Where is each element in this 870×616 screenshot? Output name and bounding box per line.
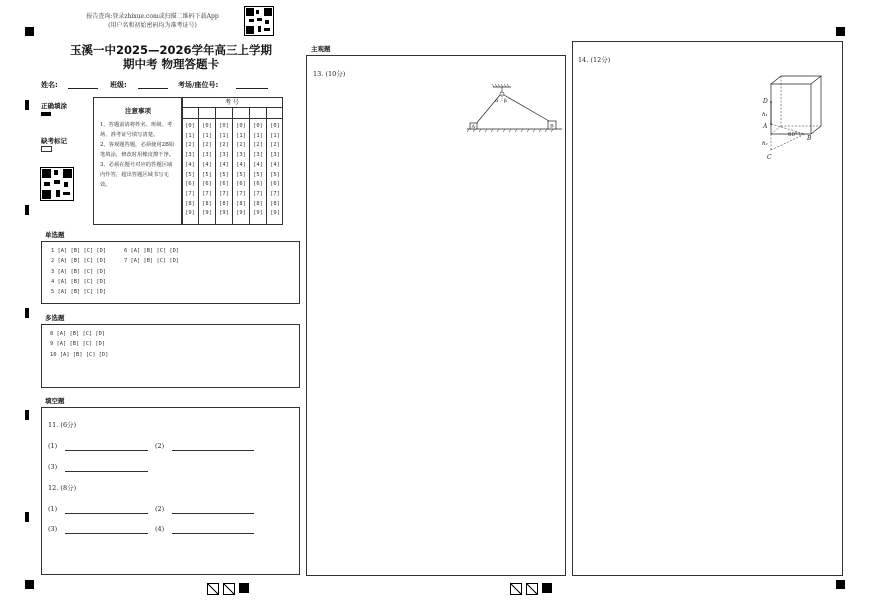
exam-id-digit[interactable]: [2] (236, 142, 246, 149)
correct-fill-sample (41, 112, 51, 116)
exam-id-digit[interactable]: [0] (270, 123, 280, 129)
exam-id-digit[interactable]: [0] (202, 123, 212, 129)
exam-id-digit[interactable]: [3] (185, 152, 195, 159)
page-mark (223, 583, 235, 595)
exam-id-digit[interactable]: [3] (202, 152, 212, 159)
report-query-line: 报告查询:登录zhixue.com或扫描二维码下载App (86, 13, 219, 20)
exam-id-digit[interactable]: [1] (270, 132, 280, 139)
beta-label: β (504, 98, 507, 104)
corner-mark-top-left (25, 27, 34, 36)
choice-row[interactable]: 10 [A] [B] [C] [D] (50, 351, 109, 358)
exam-id-digit[interactable]: [8] (253, 200, 263, 207)
report-query-subline: (用户名和初始密码均为准考证号) (108, 22, 197, 29)
timing-mark (25, 308, 29, 318)
exam-id-digit[interactable]: [5] (236, 171, 246, 178)
seat-field[interactable] (236, 88, 268, 89)
choice-row[interactable]: 3 [A] [B] [C] [D] (51, 268, 107, 275)
exam-id-digit[interactable]: [2] (253, 142, 263, 149)
fill-blank-box (41, 407, 300, 575)
name-label: 姓名: (41, 81, 58, 89)
exam-id-digit[interactable]: [0] (253, 123, 263, 129)
h2-label: h₂ (762, 141, 768, 147)
q12-blank-2-label: (2) (155, 505, 165, 513)
q12-blank-4-label: (4) (155, 525, 165, 533)
multi-choice-box (41, 324, 300, 388)
exam-id-digit[interactable]: [7] (219, 190, 229, 197)
class-label: 班级: (110, 81, 127, 89)
page-mark (239, 583, 249, 593)
corner-mark-top-right (836, 27, 845, 36)
exam-id-digit-column[interactable] (199, 122, 215, 219)
single-choice-box (41, 241, 300, 304)
correct-fill-label: 正确填涂 (41, 102, 67, 110)
corner-mark-bottom-right (836, 580, 845, 589)
exam-id-digit[interactable]: [4] (202, 161, 212, 168)
choice-row[interactable]: 6 [A] [B] [C] [D] (124, 248, 180, 254)
exam-id-digit[interactable]: [4] (219, 161, 229, 168)
single-choice-col2[interactable] (124, 246, 179, 267)
exam-id-digit[interactable]: [6] (219, 181, 229, 188)
exam-id-digit[interactable]: [0] (185, 123, 195, 129)
choice-row[interactable]: 9 [A] [B] [C] [D] (50, 341, 106, 348)
timing-mark (25, 100, 29, 110)
timing-mark (25, 205, 29, 215)
single-choice-col1[interactable] (51, 246, 106, 297)
exam-title: 期中考 物理答题卡 (122, 57, 219, 71)
question-11-label: 11. (6分) (48, 421, 77, 429)
qr-code-side (40, 167, 74, 201)
q11-blank-2[interactable] (172, 450, 254, 451)
exam-id-digit[interactable]: [9] (253, 210, 263, 217)
question-13-label: 13. (10分) (313, 70, 346, 78)
class-field[interactable] (138, 88, 168, 89)
exam-id-digit[interactable]: [0] (219, 123, 229, 129)
exam-id-digit[interactable]: [6] (185, 181, 195, 188)
choice-row[interactable]: 5 [A] [B] [C] [D] (51, 289, 107, 296)
q11-blank-2-label: (2) (155, 442, 165, 450)
box-geometry-figure (759, 72, 839, 162)
multi-choice-label: 多选题 (45, 314, 65, 322)
block-b-label: B (550, 123, 554, 130)
block-a-label: A (471, 124, 476, 130)
fill-blank-label: 填空题 (45, 397, 65, 405)
point-d-label: D (763, 98, 768, 105)
exam-id-digit[interactable]: [6] (236, 181, 246, 188)
question-12-label: 12. (8分) (48, 484, 77, 492)
exam-id-digit[interactable]: [7] (185, 190, 195, 197)
choice-row[interactable]: 8 [A] [B] [C] [D] (50, 331, 106, 337)
exam-id-digit-column[interactable] (250, 122, 266, 219)
exam-id-digit[interactable]: [6] (270, 181, 280, 188)
exam-id-digit[interactable]: [4] (236, 161, 246, 168)
q12-blank-3-label: (3) (48, 525, 58, 533)
exam-id-digit[interactable]: [2] (219, 142, 229, 149)
point-c-label: C (767, 154, 772, 161)
q12-blank-4[interactable] (172, 533, 254, 534)
notice-body (100, 120, 177, 190)
q12-blank-1[interactable] (65, 513, 148, 514)
choice-row[interactable]: 4 [A] [B] [C] [D] (51, 278, 107, 285)
exam-id-digit[interactable]: [8] (202, 200, 212, 207)
absent-mark-box[interactable] (41, 146, 52, 152)
exam-id-digit[interactable]: [1] (236, 132, 246, 139)
exam-id-digit[interactable]: [6] (253, 181, 263, 188)
exam-id-digit[interactable]: [7] (270, 190, 280, 197)
exam-id-digit[interactable]: [0] (236, 123, 246, 129)
point-a-label: A (763, 123, 768, 130)
exam-id-digit[interactable]: [7] (236, 190, 246, 197)
exam-id-digit[interactable]: [1] (202, 132, 212, 139)
exam-id-digit-column[interactable] (267, 122, 283, 219)
choice-row[interactable]: 2 [A] [B] [C] [D] (51, 258, 107, 265)
absent-mark-label: 缺考标记 (41, 137, 67, 145)
q12-blank-3[interactable] (65, 533, 148, 534)
page-mark (510, 583, 522, 595)
exam-id-digit[interactable]: [1] (253, 132, 263, 139)
exam-id-digit-column[interactable] (182, 122, 198, 219)
notice-box (93, 97, 183, 225)
exam-id-digit[interactable]: [2] (270, 142, 280, 149)
exam-id-digit[interactable]: [3] (253, 152, 263, 159)
exam-id-digit[interactable]: [9] (270, 210, 280, 217)
corner-mark-bottom-left (25, 580, 34, 589)
q11-blank-3[interactable] (65, 471, 148, 472)
exam-id-digit[interactable]: [2] (185, 142, 195, 149)
question-13-box[interactable] (306, 55, 566, 576)
exam-id-digit[interactable]: [9] (219, 210, 229, 217)
exam-id-digit[interactable]: [1] (185, 132, 195, 139)
exam-id-header: 考 号 (182, 98, 282, 108)
exam-id-digit[interactable]: [2] (202, 142, 212, 149)
question-14-label: 14. (12分) (578, 56, 611, 64)
timing-mark (25, 410, 29, 420)
exam-id-digit[interactable]: [4] (185, 161, 195, 168)
q11-blank-1-label: (1) (48, 442, 58, 450)
choice-row[interactable]: 7 [A] [B] [C] [D] (124, 258, 180, 265)
choice-row[interactable]: 1 [A] [B] [C] [D] (51, 248, 107, 254)
exam-id-grid (181, 97, 283, 225)
alpha-label: α (495, 98, 499, 104)
exam-id-digit[interactable]: [9] (236, 210, 246, 217)
h1-label: h₁ (762, 112, 768, 118)
q12-blank-2[interactable] (172, 513, 254, 514)
exam-id-digit[interactable]: [8] (219, 200, 229, 207)
page-mark (207, 583, 219, 595)
name-field[interactable] (68, 88, 98, 89)
q12-blank-1-label: (1) (48, 505, 58, 513)
exam-id-digit[interactable]: [3] (270, 152, 280, 159)
exam-id-digit[interactable]: [4] (253, 161, 263, 168)
qr-code-top (244, 6, 274, 36)
exam-id-digit[interactable]: [5] (185, 171, 195, 178)
exam-id-digit-column[interactable] (216, 122, 232, 219)
exam-id-digit[interactable]: [9] (185, 210, 195, 217)
page-mark (542, 583, 552, 593)
exam-id-digit[interactable]: [3] (219, 152, 229, 159)
timing-mark (25, 512, 29, 522)
exam-id-digit[interactable]: [8] (270, 200, 280, 207)
exam-id-digit[interactable]: [5] (270, 171, 280, 178)
multi-choice-col1[interactable] (50, 329, 108, 360)
q11-blank-3-label: (3) (48, 463, 58, 471)
exam-id-digit[interactable]: [6] (202, 181, 212, 188)
notice-title: 注意事项 (125, 107, 151, 115)
q11-blank-1[interactable] (65, 450, 148, 451)
seat-label: 考场/座位号: (178, 81, 219, 89)
school-title: 玉溪一中2025—2026学年高三上学期 (69, 43, 272, 57)
exam-id-digit[interactable]: [5] (219, 171, 229, 178)
exam-id-digit[interactable]: [1] (219, 132, 229, 139)
exam-id-digit[interactable]: [8] (185, 200, 195, 207)
notice-item: 1、答题前请将姓名、班级、考场、准考证号填写清楚。 (100, 122, 173, 138)
notice-item: 2、客观题答题，必须使用2B铅笔填涂，修改时用橡皮擦干净。 (100, 142, 175, 158)
exam-id-digit[interactable]: [9] (202, 210, 212, 217)
exam-id-digit[interactable]: [5] (202, 171, 212, 178)
page-mark (526, 583, 538, 595)
exam-id-digit[interactable]: [4] (270, 161, 280, 168)
exam-id-digit[interactable]: [3] (236, 152, 246, 159)
exam-id-digit-column[interactable] (233, 122, 249, 219)
point-b-label: B (807, 135, 812, 142)
question-14-box[interactable] (572, 41, 843, 576)
single-choice-label: 单选题 (45, 231, 65, 239)
report-query-notice (70, 12, 235, 30)
exam-id-digit[interactable]: [8] (236, 200, 246, 207)
exam-id-digit[interactable]: [5] (253, 171, 263, 178)
incline-pulley-figure (467, 81, 562, 137)
notice-item: 3、必须在题号对应的答题区域内作答，超出答题区域书写无效。 (100, 162, 173, 188)
exam-id-digit[interactable]: [7] (253, 190, 263, 197)
angle-label: 60° (788, 132, 798, 138)
exam-id-digit[interactable]: [7] (202, 190, 212, 197)
subjective-label: 主观题 (311, 45, 331, 53)
